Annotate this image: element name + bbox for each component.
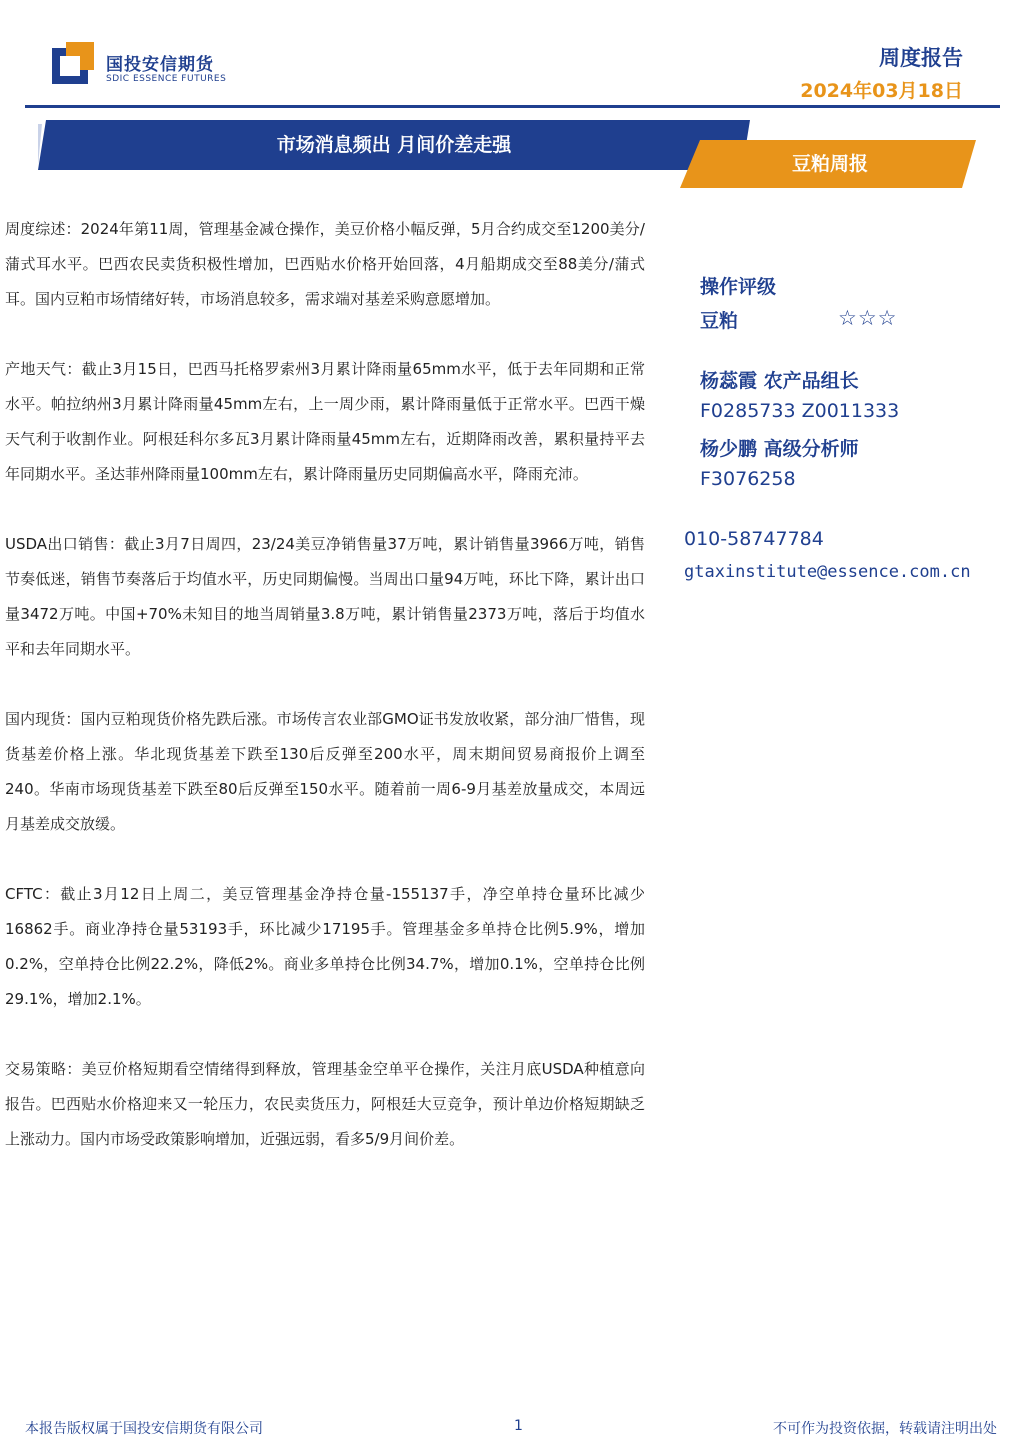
- report-date: 2024年03月18日: [800, 80, 963, 102]
- report-type: 周度报告: [879, 46, 963, 70]
- logo-name-cn: 国投安信期货: [106, 55, 214, 75]
- headline: 市场消息频出 月间价差走强: [276, 134, 512, 156]
- paragraph-cftc: CFTC：截止3月12日上周二，美豆管理基金净持仓量-155137手，净空单持仓量环比减少16862手。商业净持仓量53193手，环比减少17195手。管理基金多单持仓比例5.9%，增加0.2%，空单持仓比例22.2%，降低2%。商业多单持仓比例34.7%，增加0.1%，空单持仓比例29.1%，增加2.1%。: [5, 885, 645, 1008]
- footer-copyright: 本报告版权属于国投安信期货有限公司: [25, 1421, 263, 1437]
- logo-mark-icon: [52, 42, 96, 86]
- header-divider: [25, 105, 1000, 108]
- analyst-2-name: 杨少鹏 高级分析师: [700, 438, 859, 460]
- rating-product: 豆粕: [700, 310, 739, 332]
- contact-phone: 010-58747784: [684, 528, 824, 550]
- rating-title: 操作评级: [700, 276, 777, 298]
- analyst-1-name: 杨蕊霞 农产品组长: [700, 370, 859, 392]
- company-logo: [52, 40, 242, 90]
- paragraph-weather: 产地天气：截止3月15日，巴西马托格罗索州3月累计降雨量65mm水平，低于去年同期和正常水平。帕拉纳州3月累计降雨量45mm左右，上一周少雨，累计降雨量低于正常水平。巴西干燥天气利于收割作业。阿根廷科尔多瓦3月累计降雨量45mm左右，近期降雨改善，累积量持平去年同期水平。圣达菲州降雨量100mm左右，累计降雨量历史同期偏高水平，降雨充沛。: [5, 360, 645, 483]
- category-label: 豆粕周报: [791, 153, 868, 175]
- report-body: [5, 212, 645, 1192]
- paragraph-domestic-spot: 国内现货：国内豆粕现货价格先跌后涨。市场传言农业部GMO证书发放收紧，部分油厂惜售，现货基差价格上涨。华北现货基差下跌至130后反弹至200水平，周末期间贸易商报价上调至240。华南市场现货基差下跌至80后反弹至150水平。随着前一周6-9月基差放量成交，本周远月基差成交放缓。: [5, 710, 645, 833]
- rating-stars: ☆☆☆: [838, 306, 898, 330]
- contact-email[interactable]: gtaxinstitute@essence.com.cn: [684, 562, 971, 582]
- paragraph-usda-export: USDA出口销售：截止3月7日周四，23/24美豆净销售量37万吨，累计销售量3966万吨，销售节奏低迷，销售节奏落后于均值水平，历史同期偏慢。当周出口量94万吨，环比下降，累计出口量3472万吨。中国+70%未知目的地当周销量3.8万吨，累计销售量2373万吨，落后于均值水平和去年同期水平。: [5, 535, 645, 658]
- page-number: 1: [514, 1418, 523, 1434]
- paragraph-strategy: 交易策略：美豆价格短期看空情绪得到释放，管理基金空单平仓操作，关注月底USDA种植意向报告。巴西贴水价格迎来又一轮压力，农民卖货压力，阿根廷大豆竞争，预计单边价格短期缺乏上涨动力。国内市场受政策影响增加，近强远弱，看多5/9月间价差。: [5, 1060, 645, 1148]
- analyst-2-license: F3076258: [700, 468, 796, 490]
- footer-disclaimer: 不可作为投资依据，转载请注明出处: [773, 1421, 997, 1437]
- analyst-1-license: F0285733 Z0011333: [700, 400, 900, 422]
- logo-name-en: SDIC ESSENCE FUTURES: [106, 74, 227, 84]
- paragraph-weekly-summary: 周度综述：2024年第11周，管理基金减仓操作，美豆价格小幅反弹，5月合约成交至1200美分/蒲式耳水平。巴西农民卖货积极性增加，巴西贴水价格开始回落，4月船期成交至88美分/蒲式耳。国内豆粕市场情绪好转，市场消息较多，需求端对基差采购意愿增加。: [5, 220, 645, 308]
